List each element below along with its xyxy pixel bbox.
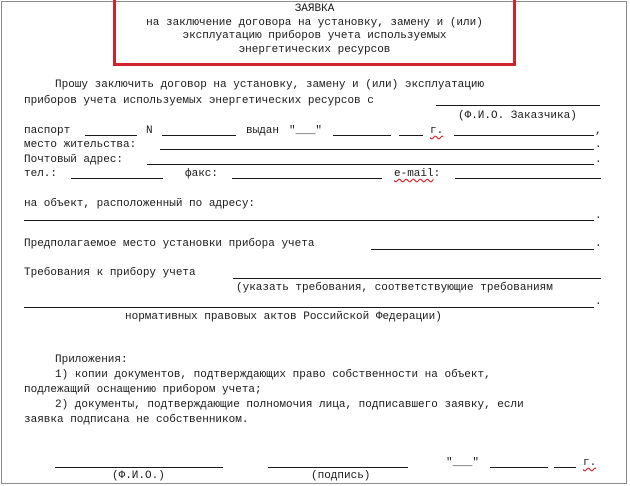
postal-label: Почтовый адрес: [24,154,124,166]
attachment-item: подлежащий оснащению прибором учета; [24,384,262,396]
period: . [595,154,602,166]
passport-label: паспорт [24,125,71,137]
object-address-field[interactable] [24,220,594,221]
passport-series-field[interactable] [85,135,137,136]
phone-label: тел.: [24,168,58,180]
signature-year-label: г. [583,457,597,469]
signature-day[interactable]: "___" [446,457,480,469]
passport-number-field[interactable] [162,135,236,136]
comma: , [595,125,602,137]
attachments-heading: Приложения: [55,354,128,366]
requirements-field[interactable] [233,278,601,279]
attachment-item: заявка подписана не собственником. [24,414,249,426]
signature-year-field[interactable] [554,467,576,468]
issued-label: выдан [246,125,280,137]
request-text: Прошу заключить договор на установку, замену и (или) эксплуатацию [55,79,485,91]
requirements-field-2[interactable] [24,307,594,308]
fax-label: факс: [185,168,219,180]
fax-field[interactable] [232,178,382,179]
object-address-label: на объект, расположенный по адресу: [24,198,256,210]
issued-month-field[interactable] [333,135,391,136]
residence-field[interactable] [160,149,594,150]
email-label: e-mail: [394,168,441,180]
requirements-label: Требования к прибору учета [24,267,196,279]
request-text: приборов учета используемых энергетических ресурсов с [24,95,374,107]
signature-hint: (подпись) [311,470,371,482]
customer-hint: (Ф.И.О. Заказчика) [458,110,577,122]
meter-location-label: Предполагаемое место установки прибора учета [24,238,315,250]
issued-year-field[interactable] [399,135,423,136]
title-line: энергетических ресурсов [238,43,391,56]
signature-field[interactable] [268,467,408,468]
issued-by-field[interactable] [454,135,594,136]
signature-name-hint: (Ф.И.О.) [112,470,165,482]
title-line: на заключение договора на установку, замену и (или) [146,16,483,29]
postal-field[interactable] [147,164,594,165]
signature-month-field[interactable] [490,467,548,468]
phone-field[interactable] [71,178,163,179]
email-field[interactable] [455,178,601,179]
year-label: г. [430,125,444,137]
period: . [595,139,602,151]
title-line: эксплуатацию приборов учета используемых [182,30,447,42]
residence-label: место жительства: [24,139,137,151]
attachment-item: 2) документы, подтверждающие полномочия лица, подписавшего заявку, если [55,399,524,411]
requirements-hint: (указать требования, соответствующие требованиям [236,282,553,294]
customer-name-field[interactable] [436,105,600,106]
period: . [595,210,602,222]
meter-location-field[interactable] [371,249,594,250]
title-box [113,0,516,66]
period: . [595,296,602,308]
period: . [595,238,602,250]
attachment-item: 1) копии документов, подтверждающих право собственности на объект, [55,369,491,381]
title-heading: ЗАЯВКА [294,3,335,15]
requirements-hint-2: нормативных правовых актов Российской Федерации) [125,311,442,323]
passport-number-label: N [146,125,153,137]
signature-name-field[interactable] [55,467,223,468]
issued-day[interactable]: "___" [289,125,323,137]
